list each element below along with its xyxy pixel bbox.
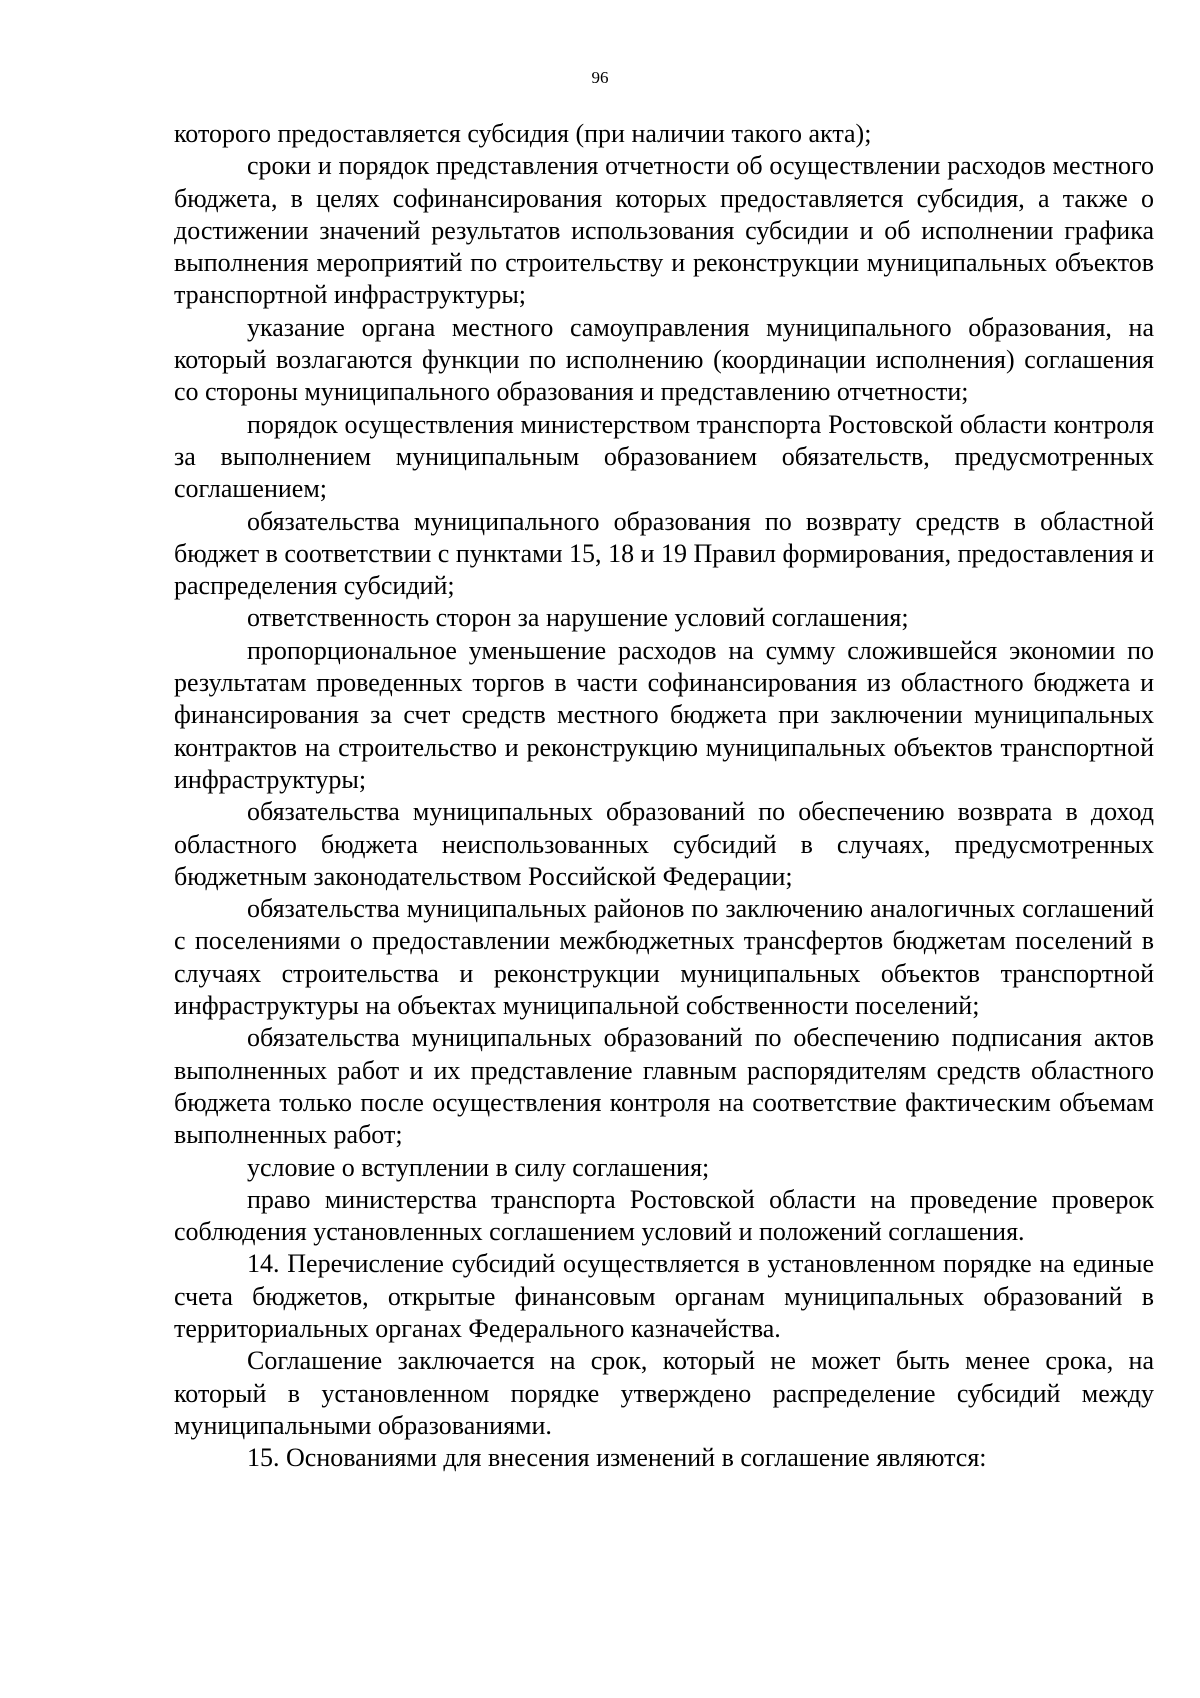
paragraph: указание органа местного самоуправления муниципального образования, на который возлагаются функции по исполнению (координации исполнения) соглашения со стороны муниципального образования и представлению отчетности; [174,312,1154,407]
paragraph: порядок осуществления министерством транспорта Ростовской области контроля за выполнением муниципальным образованием обязательств, предусмотренных соглашением; [174,409,1154,504]
page-number: 96 [591,68,609,87]
paragraph: пропорциональное уменьшение расходов на сумму сложившейся экономии по результатам проведенных торгов в части софинансирования из областного бюджета и финансирования за счет средств местного бюджета при заключении муниципальных контрактов на строительство и реконструкцию муниципальных объектов транспортной инфраструктуры; [174,635,1154,794]
document-body [174,118,1154,1474]
paragraph: ответственность сторон за нарушение условий соглашения; [247,603,909,633]
paragraph: условие о вступлении в силу соглашения; [247,1152,710,1182]
paragraph: обязательства муниципальных районов по заключению аналогичных соглашений с поселениями о предоставлении межбюджетных трансфертов бюджетам поселений в случаях строительства и реконструкции муниципальных объектов транспортной инфраструктуры на объектах муниципальной собственности поселений; [174,894,1154,1021]
paragraph: право министерства транспорта Ростовской области на проведение проверок соблюдения установленных соглашением условий и положений соглашения. [174,1184,1154,1247]
paragraph: Соглашение заключается на срок, который не может быть менее срока, на который в установленном порядке утверждено распределение субсидий между муниципальными образованиями. [174,1346,1154,1440]
paragraph: 14. Перечисление субсидий осуществляется в установленном порядке на единые счета бюджетов, открытые финансовым органам муниципальных образований в территориальных органах Федерального казначейства. [174,1249,1154,1343]
paragraph: обязательства муниципальных образований по обеспечению подписания актов выполненных работ и их представление главным распорядителям средств областного бюджета только после осуществления контроля на соответствие фактическим объемам выполненных работ; [174,1023,1154,1150]
paragraph: сроки и порядок представления отчетности об осуществлении расходов местного бюджета, в целях софинансирования которых предоставляется субсидия, а также о достижении значений результатов использования субсидии и об исполнении графика выполнения мероприятий по строительству и реконструкции муниципальных объектов транспортной инфраструктуры; [174,151,1154,310]
paragraph: обязательства муниципального образования по возврату средств в областной бюджет в соответствии с пунктами 15, 18 и 19 Правил формирования, предоставления и распределения субсидий; [174,506,1154,601]
paragraph: которого предоставляется субсидия (при наличии такого акта); [174,119,872,148]
paragraph: обязательства муниципальных образований по обеспечению возврата в доход областного бюджета неиспользованных субсидий в случаях, предусмотренных бюджетным законодательством Российской Федерации; [174,797,1154,891]
paragraph: 15. Основаниями для внесения изменений в соглашение являются: [247,1443,987,1473]
